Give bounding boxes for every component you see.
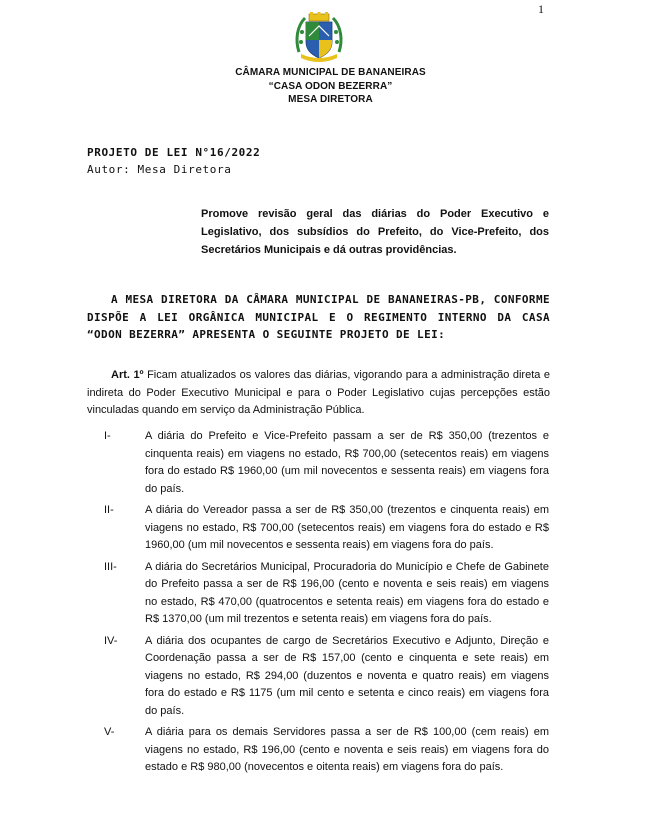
list-item [0,724,661,777]
item-text: A diária para os demais Servidores passa a ser de R$ 100,00 (cem reais) em viagens no estado, R$ 196,00 (cento e noventa e seis reais) em viagens fora do estado e R$ 980,00 (novecentos e oitenta reais) em viagens fora do país. [145,726,549,773]
item-text: A diária do Prefeito e Vice-Prefeito passam a ser de R$ 350,00 (trezentos e cinquenta reais) em viagens no estado, R$ 700,00 (setecentos reais) em viagens fora do estado R$ 1960,00 (um mil novecentos e sessenta reais) em viagens fora do país. [145,430,549,495]
board-name: MESA DIRETORA [288,94,373,105]
letterhead [0,66,661,107]
item-numeral: III- [104,560,117,573]
item-text: A diária dos ocupantes de cargo de Secretários Executivo e Adjunto, Direção e Coordenação passa a ser de R$ 157,00 (cento e cinquenta e sete reais) em viagens no estado, R$ 294,00 (duzentos e noventa e quatro reais) em viagens fora do estado e R$ 1175 (um mil cento e setenta e cinco reais) em viagens fora do país. [145,634,549,717]
list-item [0,559,661,629]
article-1 [87,367,550,420]
law-author: Autor: Mesa Diretora [87,163,232,176]
article-1-text: Ficam atualizados os valores das diárias, vigorando para a administração direta e indireta do Poder Executivo Municipal e para o Poder Legislativo cujas percepções estão vinculadas quando em serviço da Administração Pública. [87,369,550,416]
house-name: “CASA ODON BEZERRA” [268,80,393,92]
item-numeral: V- [104,726,115,738]
item-text: A diária do Secretários Municipal, Procuradoria do Município e Chefe de Gabinete do Prefeito passa a ser de R$ 196,00 (cento e noventa e seis reais) em viagens no estado, R$ 470,00 (quatrocentos e setenta reais) em viagens fora do estado e R$ 1370,00 (um mil trezentos e setenta reais) em viagens fora do país. [145,560,549,625]
page-number: 1 [538,2,544,16]
law-title: PROJETO DE LEI N°16/2022 [87,146,261,159]
coat-of-arms-icon [293,12,345,62]
list-item [0,502,661,555]
article-1-items [0,428,661,781]
item-text: A diária do Vereador passa a ser de R$ 350,00 (trezentos e cinquenta reais) em viagens no estado, R$ 700,00 (setecentos reais) em viagens fora do estado e R$ 1960,00 (um mil novecentos e sessenta reais) em viagens fora do país. [145,504,549,551]
ementa: Promove revisão geral das diárias do Poder Executivo e Legislativo, dos subsídios do Prefeito, do Vice-Prefeito, dos Secretários Municipais e dá outras providências. [201,208,549,256]
item-numeral: II- [104,504,114,516]
list-item [0,428,661,498]
list-item [0,633,661,721]
item-numeral: I- [104,430,111,442]
preamble: A MESA DIRETORA DA CÂMARA MUNICIPAL DE BANANEIRAS-PB, CONFORME DISPÕE A LEI ORGÂNICA MUNICIPAL E O REGIMENTO INTERNO DA CASA “ODON BEZERRA” APRESENTA O SEGUINTE PROJETO DE LEI: [87,293,550,341]
item-numeral: IV- [104,634,118,647]
article-1-label: Art. 1º [111,369,144,381]
institution-name: CÂMARA MUNICIPAL DE BANANEIRAS [235,67,426,78]
